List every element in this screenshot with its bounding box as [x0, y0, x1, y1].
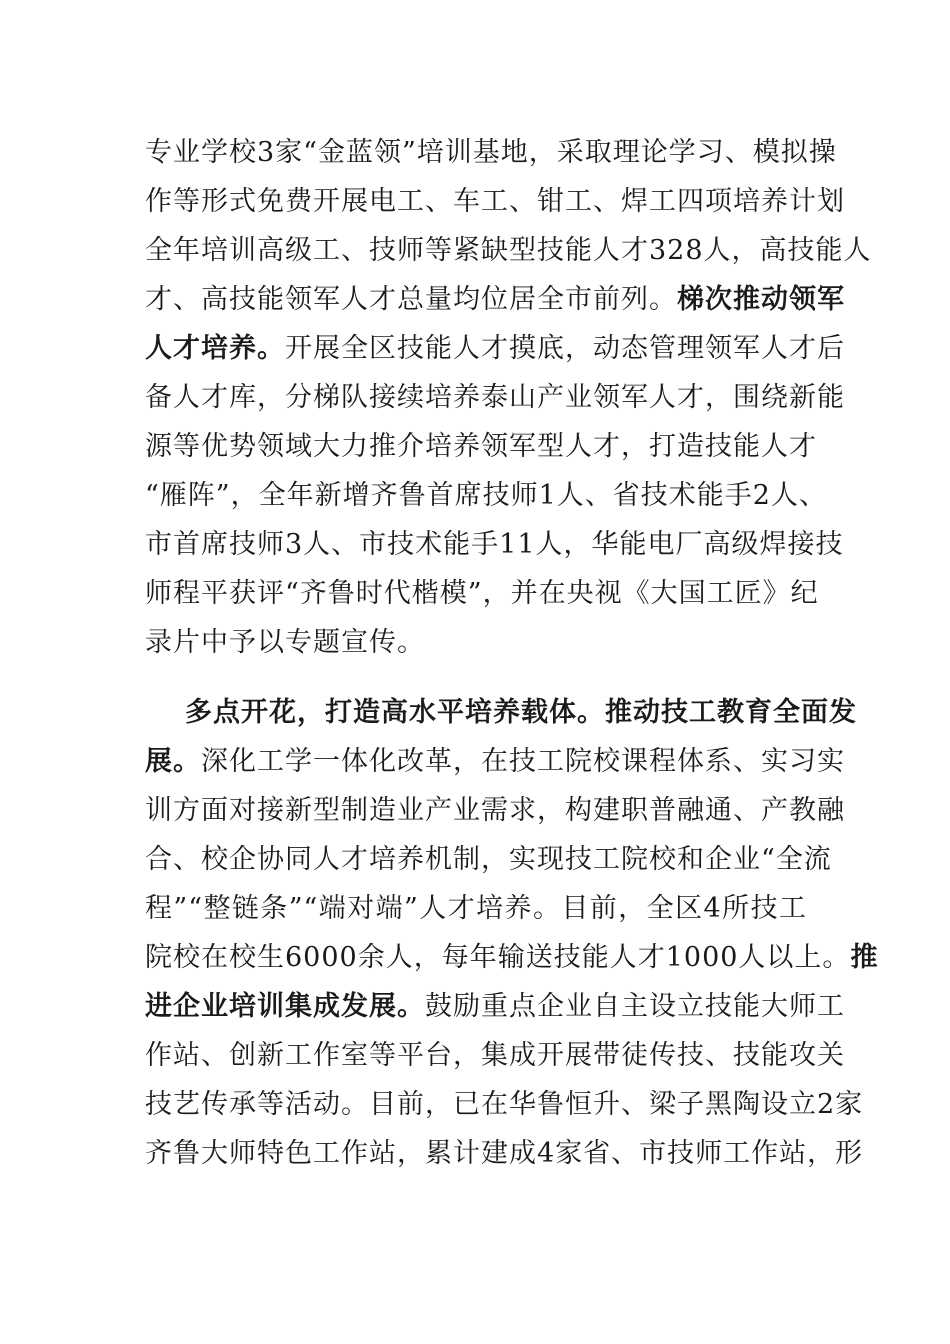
text-run: 鼓励重点企业自主设立技能大师工 — [425, 991, 845, 1022]
text-line — [145, 128, 837, 177]
text-line — [145, 737, 845, 786]
text-line — [145, 884, 807, 933]
text-run: 录片中予以专题宣传。 — [145, 627, 425, 658]
text-line — [145, 373, 845, 422]
text-run: 开展全区技能人才摸底，动态管理领军人才后 — [285, 333, 845, 364]
bold-heading-run: 人才培养。 — [145, 333, 285, 364]
text-run: 训方面对接新型制造业产业需求，构建职普融通、产教融 — [145, 795, 845, 826]
text-line — [145, 177, 845, 226]
text-run: 深化工学一体化改革，在技工院校课程体系、实习实 — [201, 746, 845, 777]
text-line — [145, 324, 845, 373]
text-line — [145, 1080, 864, 1129]
text-line — [145, 618, 807, 667]
text-run: 师程平获评“齐鲁时代楷模”，并在央视《大国工匠》纪 — [145, 578, 819, 609]
text-run: 齐鲁大师特色工作站，累计建成4家省、市技师工作站，形 — [145, 1138, 864, 1169]
text-run: 市首席技师3人、市技术能手11人，华能电厂高级焊接技 — [145, 529, 844, 560]
text-run: “雁阵”，全年新增齐鲁首席技师1人、省技术能手2人、 — [145, 480, 827, 511]
text-line — [145, 275, 845, 324]
text-run: 专业学校3家“金蓝领”培训基地，采取理论学习、模拟操 — [145, 137, 837, 168]
text-run: 院校在校生6000余人，每年输送技能人才1000人以上。 — [145, 942, 851, 973]
text-line — [145, 1129, 864, 1178]
text-run: 程”“整链条”“端对端”人才培养。目前，全区4所技工 — [145, 893, 807, 924]
bold-heading-run: 梯次推动领军 — [677, 284, 845, 315]
text-run: 才、高技能领军人才总量均位居全市前列。 — [145, 284, 677, 315]
text-run: 全年培训高级工、技师等紧缺型技能人才328人，高技能人 — [145, 235, 872, 266]
text-line — [145, 688, 857, 737]
text-line — [145, 569, 819, 618]
text-run: 技艺传承等活动。目前，已在华鲁恒升、梁子黑陶设立2家 — [145, 1089, 864, 1120]
text-line — [145, 1031, 845, 1080]
paragraph-skill-talent-training — [145, 128, 872, 667]
bold-heading-run: 多点开花，打造高水平培养载体。推动技工教育全面发 — [185, 697, 857, 728]
paragraph-training-carriers — [145, 688, 879, 1178]
bold-heading-run: 推 — [850, 942, 879, 973]
text-run: 作站、创新工作室等平台，集成开展带徒传技、技能攻关 — [145, 1040, 845, 1071]
text-line — [145, 226, 872, 275]
text-run: 源等优势领域大力推介培养领军型人才，打造技能人才 — [145, 431, 817, 462]
text-line — [145, 520, 844, 569]
text-run: 备人才库，分梯队接续培养泰山产业领军人才，围绕新能 — [145, 382, 845, 413]
text-line — [145, 422, 817, 471]
text-line — [145, 982, 845, 1031]
text-line — [145, 933, 879, 982]
bold-heading-run: 进企业培训集成发展。 — [145, 991, 425, 1022]
text-line — [145, 786, 845, 835]
text-line — [145, 835, 832, 884]
text-run: 合、校企协同人才培养机制，实现技工院校和企业“全流 — [145, 844, 832, 875]
text-run: 作等形式免费开展电工、车工、钳工、焊工四项培养计划 — [145, 186, 845, 217]
bold-heading-run: 展。 — [145, 746, 201, 777]
text-line — [145, 471, 827, 520]
